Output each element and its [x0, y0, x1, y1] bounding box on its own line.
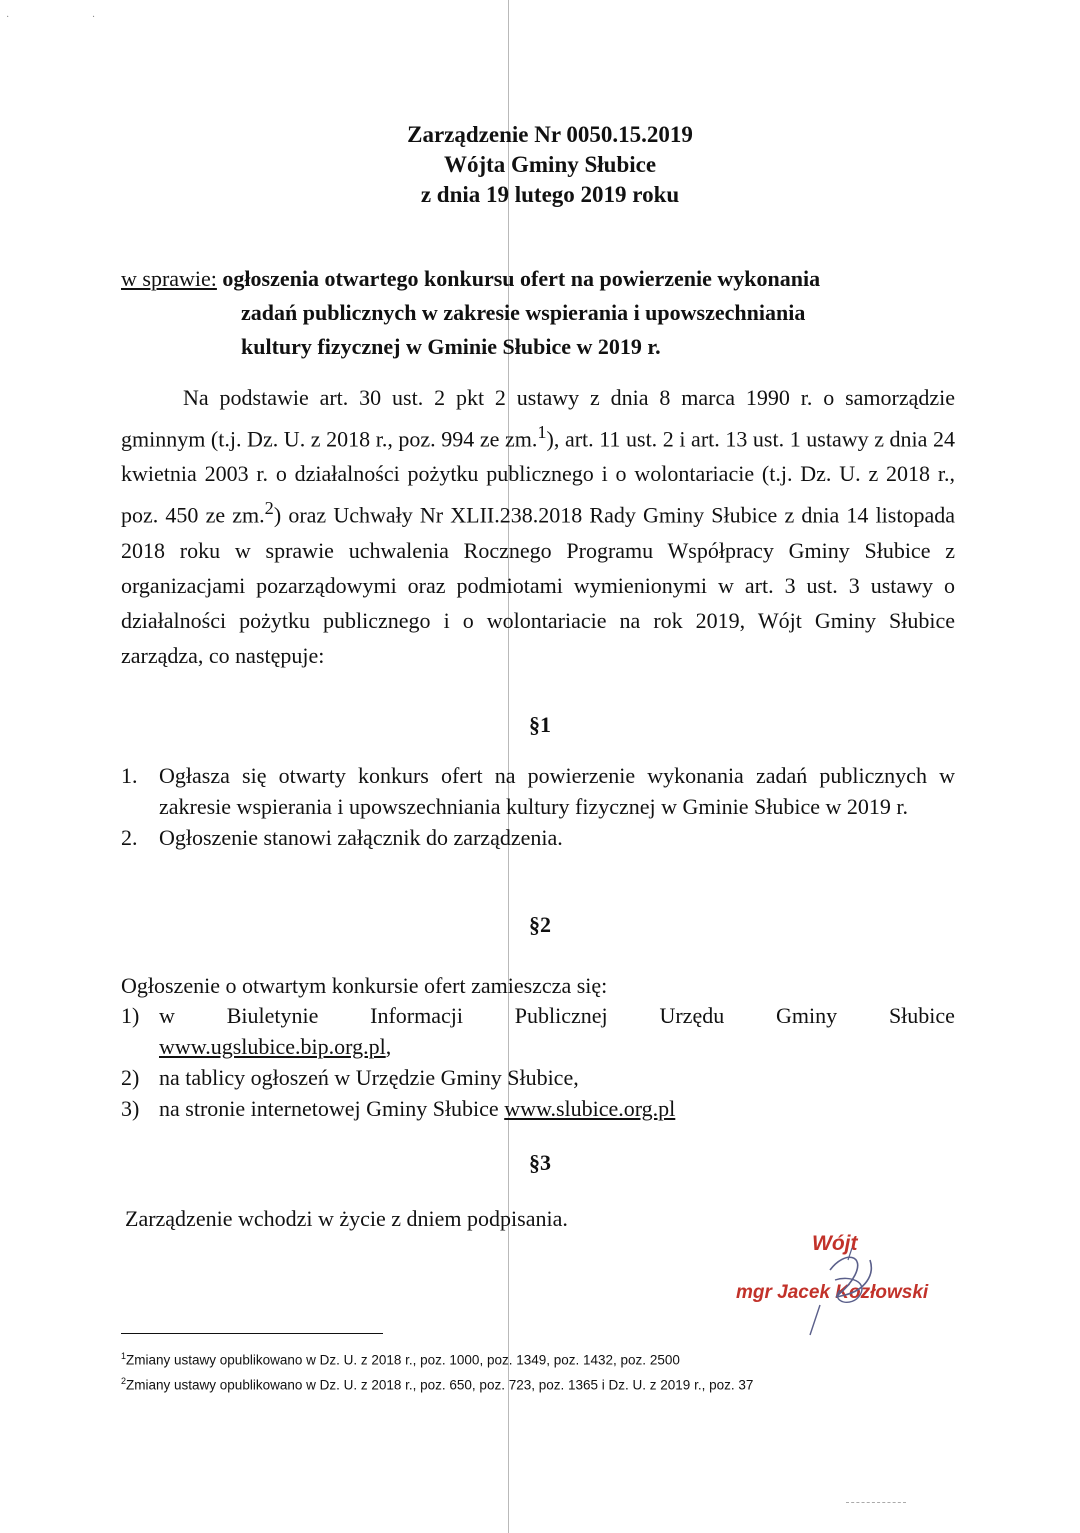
handwritten-signature: [790, 1240, 900, 1340]
list-item: 3) na stronie internetowej Gminy Słubice www.slubice.org.pl: [121, 1096, 676, 1121]
section-1-list: [121, 760, 955, 853]
preamble-part-3: ) oraz Uchwały Nr XLII.238.2018 Rady Gminy Słubice z dnia 14 listopada 2018 roku w sprawie uchwalenia Rocznego Programu Współpracy Gminy Słubice z organizacjami pozarządowymi oraz podmiotami wymienionymi w art. 3 ust. 3 ustawy o działalności pożytku publicznego i o wolontariacie na rok 2019, Wójt Gminy Słubice zarządza, co następuje:: [121, 502, 955, 668]
list-item: 1. Ogłasza się otwarty konkurs ofert na powierzenie wykonania zadań publicznych w zakresie wspierania i upowszechniania kultury fizycznej w Gminie Słubice w 2019 r.: [121, 763, 955, 819]
scan-specks: · ·: [6, 12, 136, 23]
title-line-3: z dnia 19 lutego 2019 roku: [420, 182, 680, 207]
list-item: 2) na tablicy ogłoszeń w Urzędzie Gminy Słubice,: [121, 1065, 579, 1090]
subject-text-2: zadań publicznych w zakresie wspierania i upowszechniania: [241, 300, 806, 325]
preamble-paragraph: [121, 380, 955, 673]
subject-block: [121, 262, 955, 364]
signature-name: mgr Jacek Kozłowski: [736, 1282, 929, 1303]
preamble-part-2: ), art. 11 ust. 2 i art. 13 ust. 1 ustawy z dnia 24 kwietnia 2003 r. o działalności pożytku publicznego i o wolontariacie (t.j. Dz. U. z 2018 r., poz. 450 ze zm.: [121, 426, 956, 528]
bip-url-link[interactable]: www.ugslubice.bip.org.pl: [159, 1034, 386, 1059]
subject-line-1: [121, 262, 955, 296]
signature-title: Wójt: [812, 1232, 858, 1255]
list-item: 2. Ogłoszenie stanowi załącznik do zarządzenia.: [121, 825, 563, 850]
footnote-ref-2: 2: [264, 498, 274, 519]
section-sign-1: §1: [529, 712, 551, 737]
footnote-separator: [121, 1333, 383, 1334]
footnotes: [121, 1346, 881, 1395]
subject-label: w sprawie:: [121, 266, 217, 291]
bip-line: w Biuletynie Informacji Publicznej Urzędu Gminy Słubice: [159, 1003, 955, 1028]
title-line-2: Wójta Gminy Słubice: [443, 152, 657, 177]
subject-text-3: kultury fizycznej w Gminie Słubice w 2019 r.: [241, 334, 661, 359]
footnote-2: $^2$Zmiany ustawy opublikowano w Dz. U. z 2018 r., poz. 650, poz. 723, poz. 1365 i Dz. U. z 2019 r., poz. 37: [121, 1375, 754, 1392]
preamble-part-1: Na podstawie art. 30 ust. 2 pkt 2 ustawy z dnia 8 marca 1990 r. o samorządzie gminnym (t.j. Dz. U. z 2018 r., poz. 994 ze zm.: [121, 385, 955, 452]
section-2-list: [121, 1000, 955, 1124]
closing-text: Zarządzenie wchodzi w życie z dniem podpisania.: [125, 1206, 568, 1231]
section-sign-3: §3: [529, 1150, 551, 1175]
footnote-1: $^1$Zmiany ustawy opublikowano w Dz. U. z 2018 r., poz. 1000, poz. 1349, poz. 1432, poz. 2500: [121, 1351, 680, 1368]
subject-text-1: ogłoszenia otwartego konkursu ofert na powierzenie wykonania: [222, 266, 821, 291]
section-sign-2: §2: [529, 912, 551, 937]
document-title: [0, 120, 1080, 210]
website-url-link[interactable]: www.slubice.org.pl: [504, 1096, 676, 1121]
title-line-1: Zarządzenie Nr 0050.15.2019: [407, 122, 693, 147]
scan-mark: [846, 1502, 906, 1504]
list-item: 1) w Biuletynie Informacji Publicznej Urzędu Gminy Słubice www.ugslubice.bip.org.pl,: [121, 1000, 955, 1062]
footnote-ref-1: 1: [537, 422, 547, 442]
section-2-intro: Ogłoszenie o otwartym konkursie ofert zamieszcza się:: [121, 973, 608, 998]
